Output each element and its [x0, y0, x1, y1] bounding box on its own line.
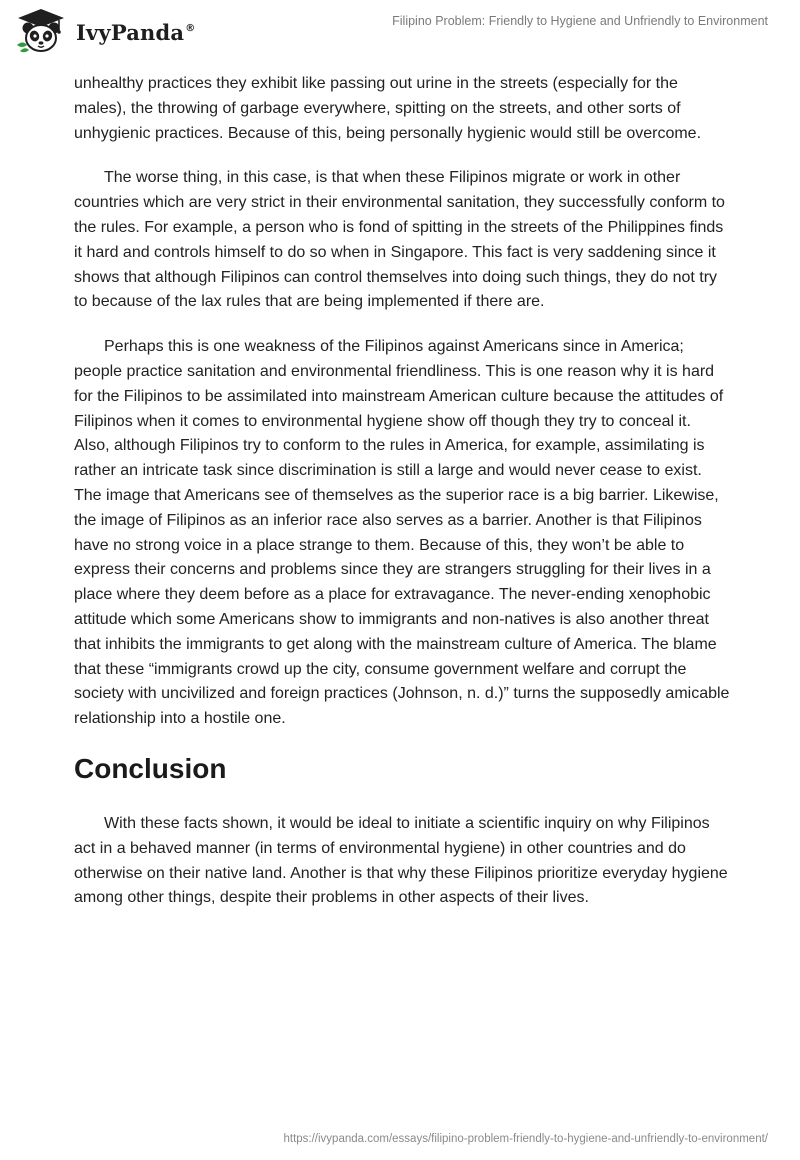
paragraph: The worse thing, in this case, is that when these Filipinos migrate or work in other countries which are very strict in their environmental sanitation, they successfully conform to the rules. For example, a person who is fond of spitting in the streets of the Philippines finds it hard and controls himself to do so when in Singapore. This fact is very saddening since it shows that although Filipinos can control themselves into doing such things, they do not try to because of the lax rules that are being implemented if there are.	[74, 169, 725, 311]
logo-wordmark	[76, 20, 195, 45]
page-header	[0, 0, 800, 62]
panda-graduate-icon	[14, 7, 68, 55]
logo-name: IvyPanda	[76, 19, 185, 45]
ivypanda-logo[interactable]	[14, 7, 195, 55]
source-url-link[interactable]: https://ivypanda.com/essays/filipino-problem-friendly-to-hygiene-and-unfriendly-to-environment/	[283, 1133, 768, 1145]
document-title: Filipino Problem: Friendly to Hygiene and Unfriendly to Environment	[392, 14, 768, 28]
registered-mark: ®	[185, 22, 196, 34]
conclusion-paragraph: With these facts shown, it would be ideal to initiate a scientific inquiry on why Filipinos act in a behaved manner (in terms of environmental hygiene) in other countries and do otherwise on their native land. Another is that why these Filipinos prioritize everyday hygiene among other things, despite their problems in other aspects of their lives.	[74, 814, 728, 907]
paragraph-continuation: unhealthy practices they exhibit like passing out urine in the streets (especially for the males), the throwing of garbage everywhere, spitting on the streets, and other sorts of unhygienic practices. Because of this, being personally hygienic would still be overcome.	[74, 75, 702, 142]
paragraph: Perhaps this is one weakness of the Filipinos against Americans since in America; people practice sanitation and environmental friendliness. This is one reason why it is hard for the Filipinos to be assimilated into mainstream American culture because the attitudes of Filipinos when it comes to environmental hygiene show off though they try to conceal it. Also, although Filipinos try to conform to the rules in America, for example, assimilating is rather an intricate task since discrimination is still a large and would never cease to exist. The image that Americans see of themselves as the superior race is a big barrier. Likewise, the image of Filipinos as an inferior race also serves as a barrier. Another is that Filipinos have no strong voice in a place strange to them. Because of this, they won’t be able to express their concerns and problems since they are strangers struggling for their lives in a place where they deem before as a place for extravagance. The never-ending xenophobic attitude which some Americans show to immigrants and non-natives is also another threat that inhibits the immigrants to get along with the mainstream culture of America. The blame that these “immigrants crowd up the city, consume government welfare and corrupt the society with uncivilized and foreign practices (Johnson, n. d.)” turns the supposedly amicable relationship into a hostile one.	[74, 338, 730, 728]
essay-body	[74, 72, 730, 931]
conclusion-heading: Conclusion	[74, 752, 227, 784]
